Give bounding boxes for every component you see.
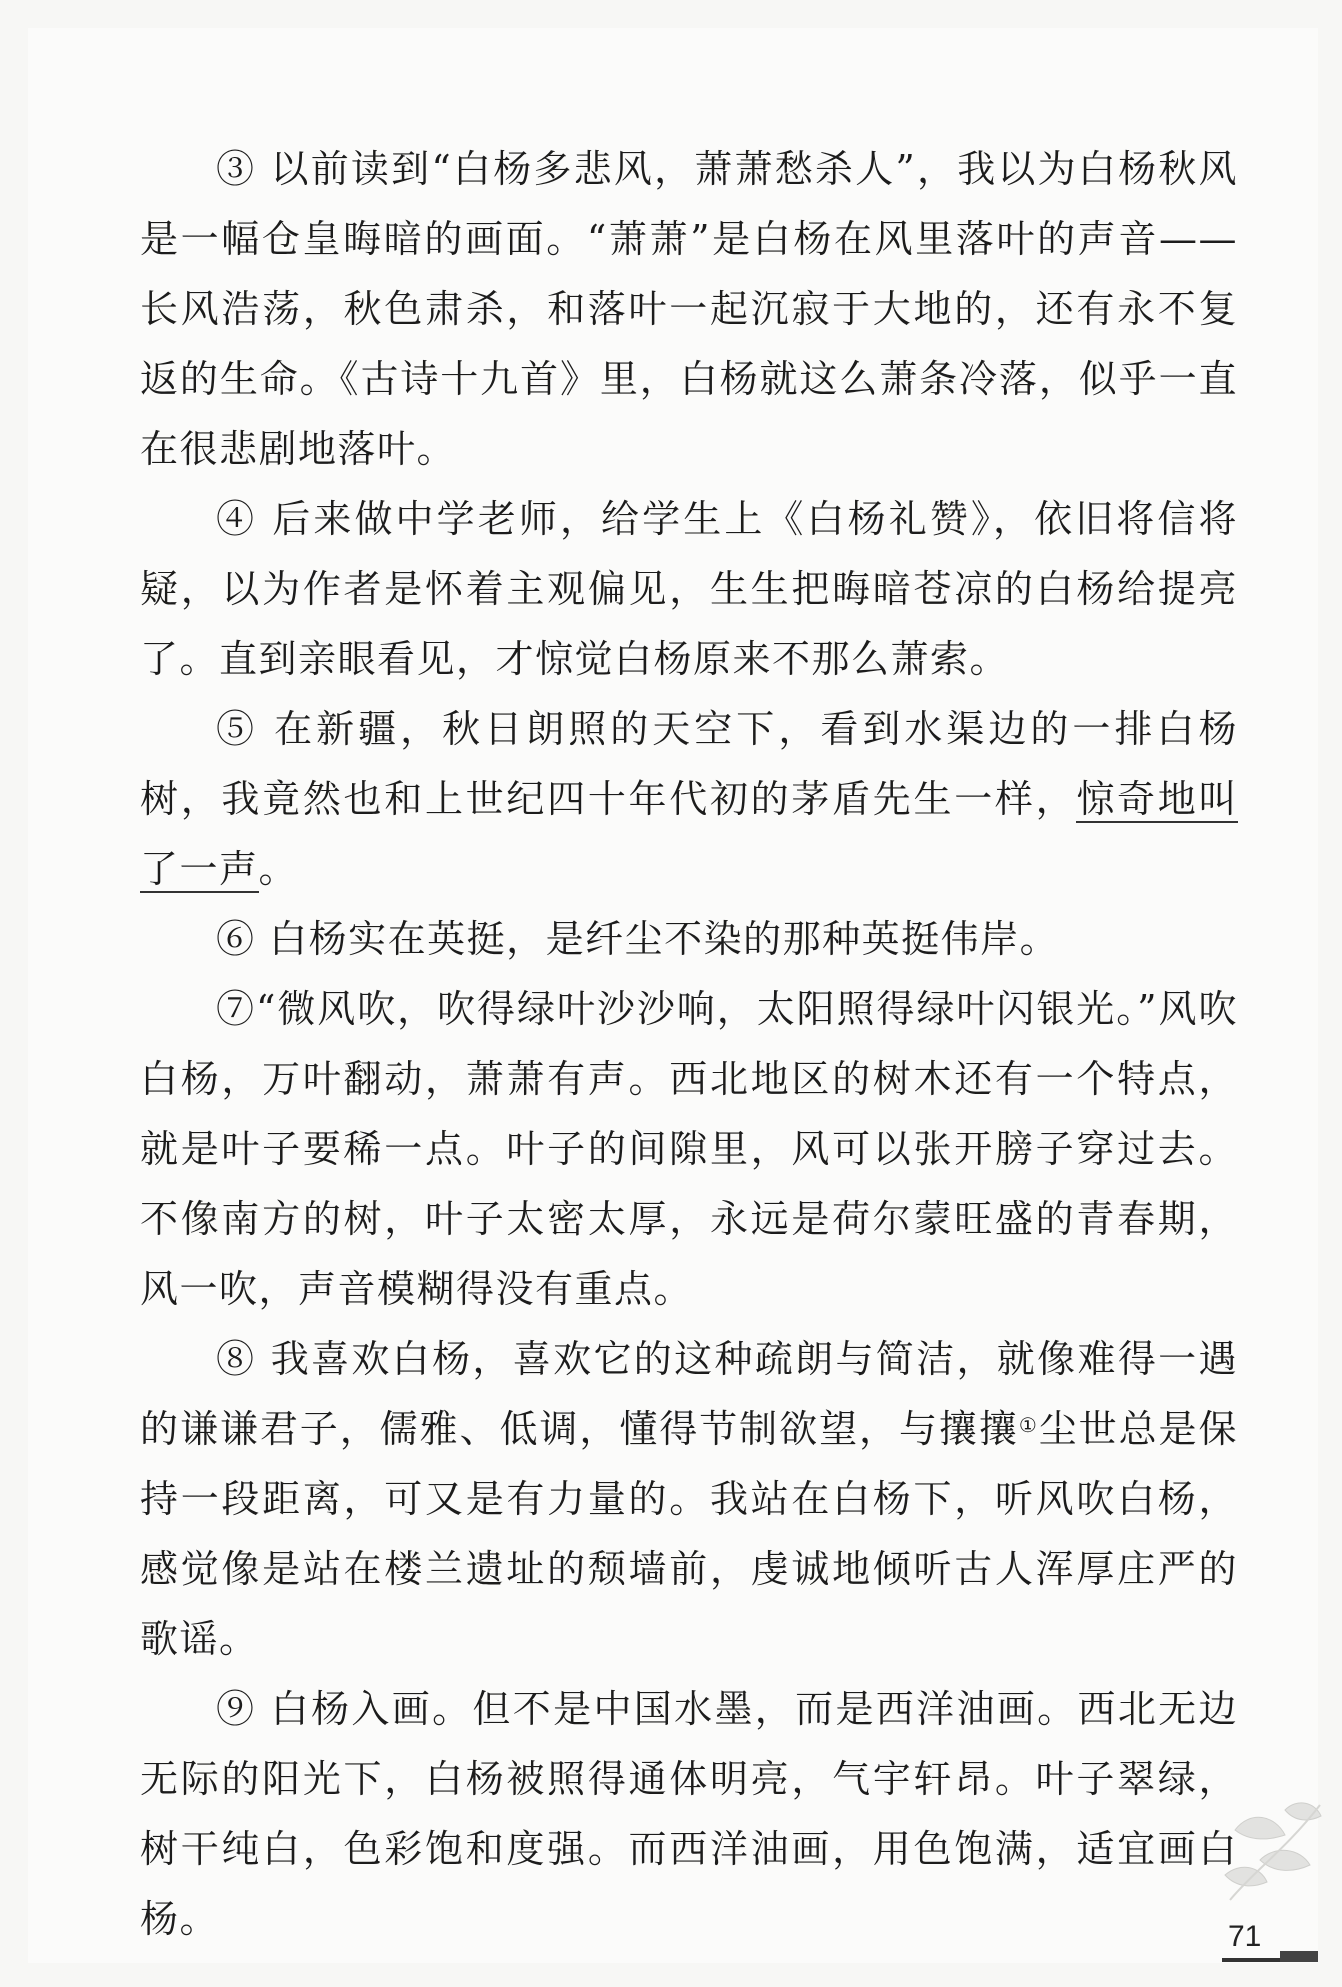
paragraph-8-text: ⑧ 我喜欢白杨，喜欢它的这种疏朗与简洁，就像难得一遇的谦谦君子，儒雅、低调，懂得节制欲望，与攘攘 [140,1337,1238,1451]
paragraph-5-text: ⑤ 在新疆，秋日朗照的天空下，看到水渠边的一排白杨树，我竟然也和上世纪四十年代初的茅盾先生一样， [140,707,1238,821]
paragraph-7-text: ⑦“微风吹，吹得绿叶沙沙响，太阳照得绿叶闪银光。”风吹白杨，万叶翻动，萧萧有声。西北地区的树木还有一个特点，就是叶子要稀一点。叶子的间隙里，风可以张开膀子穿过去。不像南方的树，叶子太密太厚，永远是荷尔蒙旺盛的青春期，风一吹，声音模糊得没有重点。 [140,987,1238,1311]
paragraph-8 [140,1324,1238,1674]
leaf-ornament-icon [1215,1790,1325,1910]
paragraph-3 [140,134,1238,484]
footnote-marker: ① [1018,1413,1039,1437]
page-number-tab [1280,1951,1318,1962]
paragraph-6 [140,904,1238,974]
paragraph-4 [140,484,1238,694]
paragraph-5-end: 。 [258,847,299,891]
paragraph-3-text: ③ 以前读到“白杨多悲风，萧萧愁杀人”，我以为白杨秋风是一幅仓皇晦暗的画面。“萧萧”是白杨在风里落叶的声音——长风浩荡，秋色肃杀，和落叶一起沉寂于大地的，还有永不复返的生命。《古诗十九首》里，白杨就这么萧条冷落，似乎一直在很悲剧地落叶。 [140,147,1238,471]
paragraph-4-text: ④ 后来做中学老师，给学生上《白杨礼赞》，依旧将信将疑，以为作者是怀着主观偏见，生生把晦暗苍凉的白杨给提亮了。直到亲眼看见，才惊觉白杨原来不那么萧索。 [140,497,1238,681]
article-body [140,134,1238,1954]
paragraph-9 [140,1674,1238,1954]
paragraph-8-text-cont: 尘世总是保持一段距离，可又是有力量的。我站在白杨下，听风吹白杨，感觉像是站在楼兰遗址的颓墙前，虔诚地倾听古人浑厚庄严的歌谣。 [140,1407,1238,1661]
paragraph-5 [140,694,1238,904]
paragraph-7 [140,974,1238,1324]
underlined-phrase: 惊奇地叫了一声 [140,777,1238,891]
page-number: 71 [1228,1920,1262,1953]
paragraph-9-text: ⑨ 白杨入画。但不是中国水墨，而是西洋油画。西北无边无际的阳光下，白杨被照得通体明亮，气宇轩昂。叶子翠绿，树干纯白，色彩饱和度强。而西洋油画，用色饱满，适宜画白杨。 [140,1687,1238,1941]
paragraph-6-text: ⑥ 白杨实在英挺，是纤尘不染的那种英挺伟岸。 [216,917,1060,961]
